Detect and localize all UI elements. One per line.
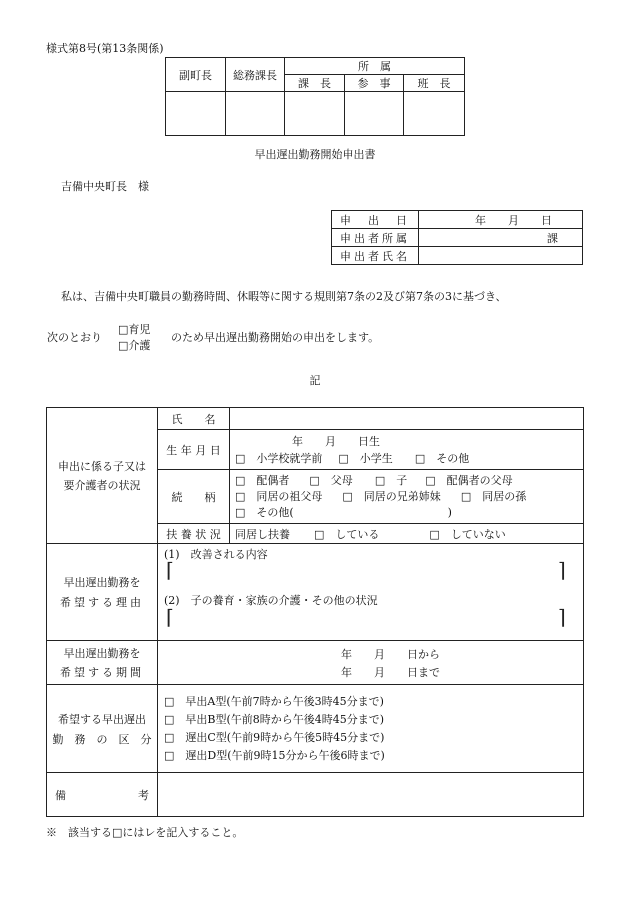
relation-cell (230, 470, 584, 524)
stamp-kacho[interactable] (285, 92, 345, 136)
reason-1-label: (1) 改善される内容 (164, 548, 268, 561)
kubun-a-checkbox[interactable]: □ 早出A型(午前7時から午後3時45分まで) (164, 694, 384, 708)
rel-parents-checkbox[interactable]: □ 父母 (309, 473, 353, 487)
rel-siblings-checkbox[interactable]: □ 同居の兄弟姉妹 (342, 489, 441, 503)
option-ikuji-checkbox[interactable]: □育児 (118, 323, 151, 336)
reason-1-field[interactable] (172, 560, 558, 580)
stamp-somukacho[interactable] (226, 92, 285, 136)
birth-label: 生 年 月 日 (158, 430, 230, 470)
approval-table (165, 57, 465, 136)
approval-somukacho: 総務課長 (226, 58, 285, 92)
applicant-table (331, 210, 583, 265)
approval-shozoku: 所 属 (285, 58, 465, 75)
support-label: 扶 養 状 況 (158, 524, 230, 544)
reason-cell (158, 544, 584, 641)
reason-2-label: (2) 子の養育・家族の介護・その他の状況 (164, 594, 378, 607)
period-to-field[interactable]: 年 月 日まで (341, 665, 440, 679)
rel-spouse-checkbox[interactable]: □ 配偶者 (235, 473, 290, 487)
stamp-fukuchocho[interactable] (166, 92, 226, 136)
applicant-dept-field[interactable]: 課 (419, 229, 583, 247)
rel-child-checkbox[interactable]: □ 子 (374, 473, 408, 487)
addressee: 吉備中央町長 様 (61, 180, 149, 193)
relation-label: 続 柄 (158, 470, 230, 524)
body-line-2-post: のため早出遅出勤務開始の申出をします。 (171, 331, 380, 344)
approval-fukuchocho: 副町長 (166, 58, 226, 92)
birth-opt-other-checkbox[interactable]: □ その他 (414, 452, 470, 465)
submit-date-field[interactable]: 年 月 日 (419, 211, 583, 229)
applicant-name-label: 申出者氏名 (332, 247, 419, 265)
child-status-header: 申出に係る子又は 要介護者の状況 (47, 408, 158, 544)
rel-grandparents-checkbox[interactable]: □ 同居の祖父母 (235, 489, 323, 503)
stamp-hancho[interactable] (404, 92, 465, 136)
biko-header: 備 考 (47, 773, 158, 817)
ki-label: 記 (309, 374, 321, 387)
approval-kacho: 課 長 (285, 75, 345, 92)
body-line-1: 私は、吉備中央町職員の勤務時間、休暇等に関する規則第7条の2及び第7条の3に基づき、 (61, 290, 507, 303)
rel-other-checkbox[interactable]: □ その他( ) (235, 505, 452, 519)
form-number: 様式第8号(第13条関係) (46, 42, 164, 55)
support-yes-checkbox[interactable]: □ している (314, 527, 380, 541)
rel-grandchild-checkbox[interactable]: □ 同居の孫 (460, 489, 527, 503)
kubun-c-checkbox[interactable]: □ 遅出C型(午前9時から午後5時45分まで) (164, 730, 385, 744)
support-cell: 同居し扶養 □ している □ していない (230, 524, 584, 544)
period-cell (158, 641, 584, 685)
period-from-field[interactable]: 年 月 日から (341, 647, 440, 661)
birth-date-field[interactable]: 年 月 日生 (292, 435, 380, 448)
applicant-name-field[interactable] (419, 247, 583, 265)
reason-1-open-bracket: ⌈ (166, 558, 174, 582)
stamp-sanji[interactable] (345, 92, 404, 136)
biko-field[interactable] (158, 773, 584, 817)
main-table (46, 407, 584, 817)
kubun-d-checkbox[interactable]: □ 遅出D型(午前9時15分から午後6時まで) (164, 748, 385, 762)
birth-opt-preschool-checkbox[interactable]: □ 小学校就学前 (235, 452, 323, 465)
birth-opt-elementary-checkbox[interactable]: □ 小学生 (338, 452, 393, 465)
option-kaigo-checkbox[interactable]: □介護 (118, 339, 151, 352)
document-title: 早出遅出勤務開始申出書 (254, 148, 376, 161)
reason-2-field[interactable] (172, 607, 558, 627)
reason-2-close-bracket: ⌉ (558, 605, 566, 629)
child-name-field[interactable] (230, 408, 584, 430)
child-name-label: 氏 名 (158, 408, 230, 430)
body-line-2-pre: 次のとおり (47, 331, 102, 344)
reason-header: 早出遅出勤務を 希望する理由 (47, 544, 158, 641)
approval-sanji: 参 事 (345, 75, 404, 92)
footnote: ※ 該当する□にはレを記入すること。 (46, 826, 244, 839)
applicant-dept-label: 申出者所属 (332, 229, 419, 247)
reason-2-open-bracket: ⌈ (166, 605, 174, 629)
period-header: 早出遅出勤務を 希望する期間 (47, 641, 158, 685)
rel-spouse-parents-checkbox[interactable]: □ 配偶者の父母 (425, 473, 513, 487)
approval-hancho: 班 長 (404, 75, 465, 92)
birth-cell (230, 430, 584, 470)
submit-date-label: 申 出 日 (332, 211, 419, 229)
kubun-header: 希望する早出遅出 勤 務 の 区 分 (47, 685, 158, 773)
kubun-b-checkbox[interactable]: □ 早出B型(午前8時から午後4時45分まで) (164, 712, 385, 726)
kubun-cell (158, 685, 584, 773)
reason-1-close-bracket: ⌉ (558, 558, 566, 582)
support-no-checkbox[interactable]: □ していない (429, 527, 506, 541)
